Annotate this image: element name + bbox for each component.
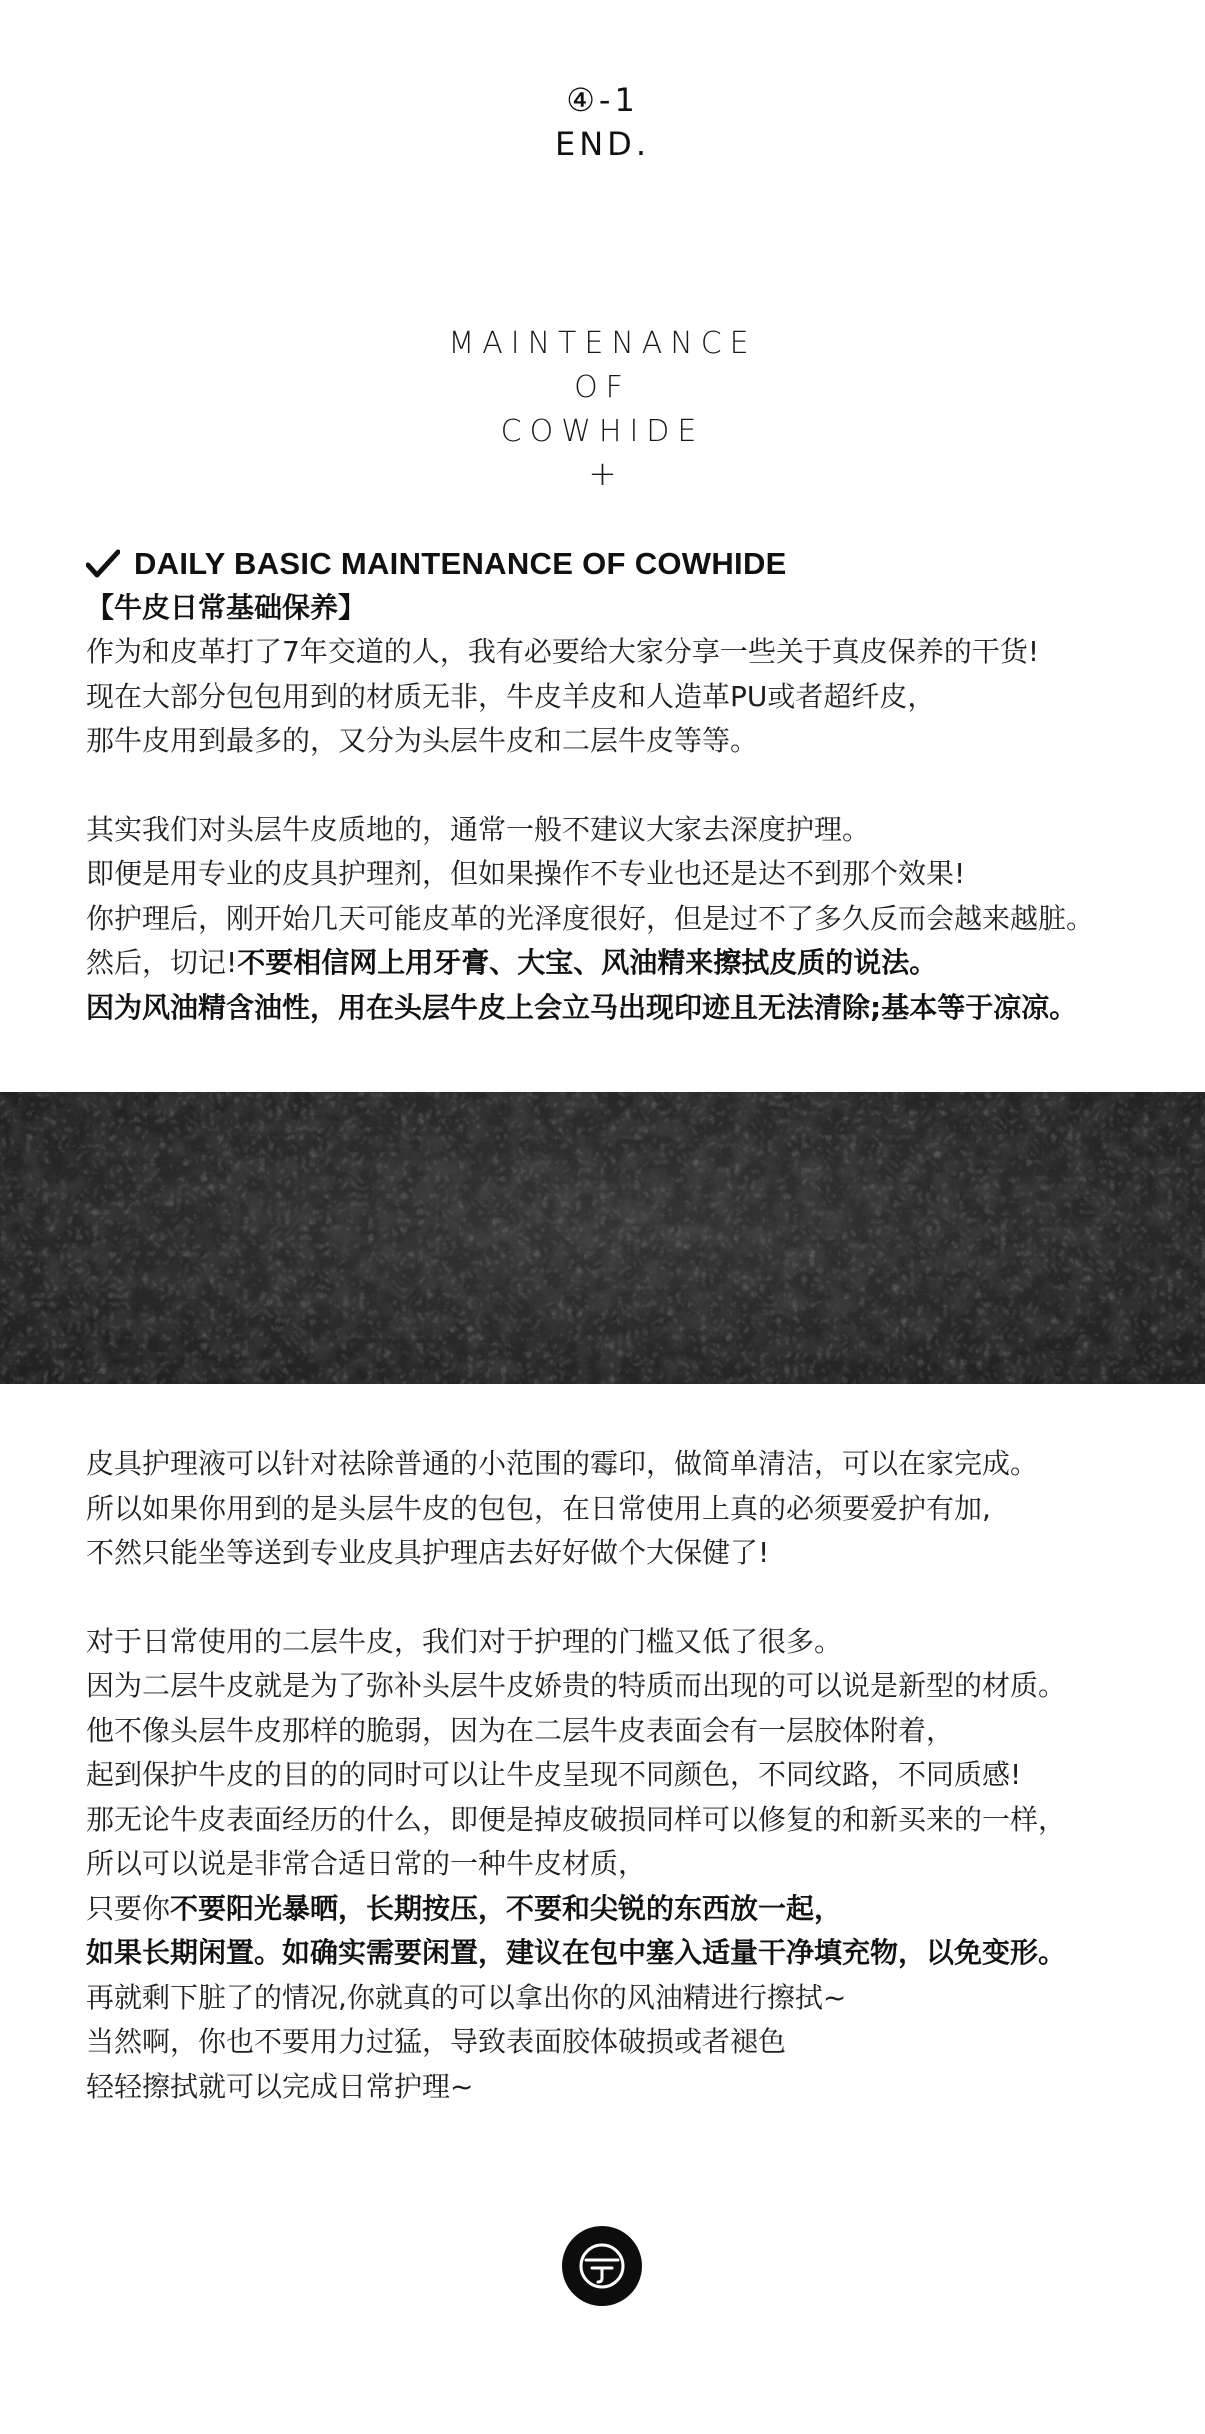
paragraph-line-mixed [86,941,1166,986]
daily-maintenance-section [86,542,1166,1030]
paragraph-line-mixed [86,1887,1166,1932]
page-header [0,78,1205,166]
paragraph-line: 现在大部分包包用到的材质无非，牛皮羊皮和人造革PU或者超纤皮， [86,679,936,713]
paragraph-line: 不然只能坐等送到专业皮具护理店去好好做个大保健了! [86,1536,770,1569]
brand-logo-icon [562,2226,642,2306]
paragraph-line: 其实我们对头层牛皮质地的，通常一般不建议大家去深度护理。 [86,812,871,846]
part-label: ④-1 [566,81,639,119]
bold-advice-line: 如果长期闲置。如确实需要闲置，建议在包中塞入适量干净填充物，以免变形。 [86,1936,1067,1969]
paragraph-line: 对于日常使用的二层牛皮，我们对于护理的门槛又低了很多。 [86,1624,843,1658]
care-details-section [86,1442,1166,2109]
paragraph-line: 即便是用专业的皮具护理剂，但如果操作不专业也还是达不到那个效果! [86,857,966,890]
title-line-3: COWHIDE [500,414,705,449]
plus-icon: + [588,454,617,494]
section-subheading: 【牛皮日常基础保养】 [86,591,367,624]
paragraph-line: 皮具护理液可以针对祛除普通的小范围的霉印，做简单清洁，可以在家完成。 [86,1447,1039,1480]
maintenance-title [0,322,1205,494]
paragraph-line: 因为二层牛皮就是为了弥补头层牛皮娇贵的特质而出现的可以说是新型的材质。 [86,1669,1067,1702]
line-prefix: 然后，切记! [86,946,238,979]
brand-logo-mark [574,2238,630,2294]
paragraph-line: 他不像头层牛皮那样的脆弱，因为在二层牛皮表面会有一层胶体附着， [86,1713,955,1747]
paragraph-line: 所以如果你用到的是头层牛皮的包包，在日常使用上真的必须要爱护有加, [86,1491,991,1525]
paragraph-line: 那无论牛皮表面经历的什么，即便是掉皮破损同样可以修复的和新买来的一样， [86,1802,1067,1836]
line-emphasis: 不要相信网上用牙膏、大宝、风油精来擦拭皮质的说法。 [237,946,938,979]
paragraph-line: 那牛皮用到最多的，又分为头层牛皮和二层牛皮等等。 [86,724,759,757]
bold-warning-line: 因为风油精含油性，用在头层牛皮上会立马出现印迹且无法清除;基本等于凉凉。 [86,990,1078,1024]
title-line-1: MAINTENANCE [448,326,757,361]
paragraph-line: 所以可以说是非常合适日常的一种牛皮材质， [86,1847,647,1880]
section-heading [86,542,1166,586]
leather-texture-image [0,1092,1205,1384]
leather-texture-svg [0,1092,1205,1384]
paragraph-line: 轻轻擦拭就可以完成日常护理~ [86,2069,474,2103]
paragraph-line: 当然啊，你也不要用力过猛，导致表面胶体破损或者褪色 [86,2025,787,2058]
section-heading-text: DAILY BASIC MAINTENANCE OF COWHIDE [134,546,787,581]
end-label: END. [555,125,650,163]
paragraph-line: 起到保护牛皮的目的的同时可以让牛皮呈现不同颜色，不同纹路，不同质感! [86,1758,1022,1791]
title-line-2: OF [574,370,631,405]
paragraph-line: 作为和皮革打了7年交道的人，我有必要给大家分享一些关于真皮保养的干货! [86,635,1040,668]
line-prefix: 只要你 [86,1891,171,1925]
paragraph-line: 再就剩下脏了的情况,你就真的可以拿出你的风油精进行擦拭~ [86,1980,847,2014]
checkmark-icon [86,549,120,579]
paragraph-line: 你护理后，刚开始几天可能皮革的光泽度很好，但是过不了多久反而会越来越脏。 [86,901,1095,935]
line-emphasis: 不要阳光暴晒，长期按压，不要和尖锐的东西放一起， [170,1891,843,1925]
